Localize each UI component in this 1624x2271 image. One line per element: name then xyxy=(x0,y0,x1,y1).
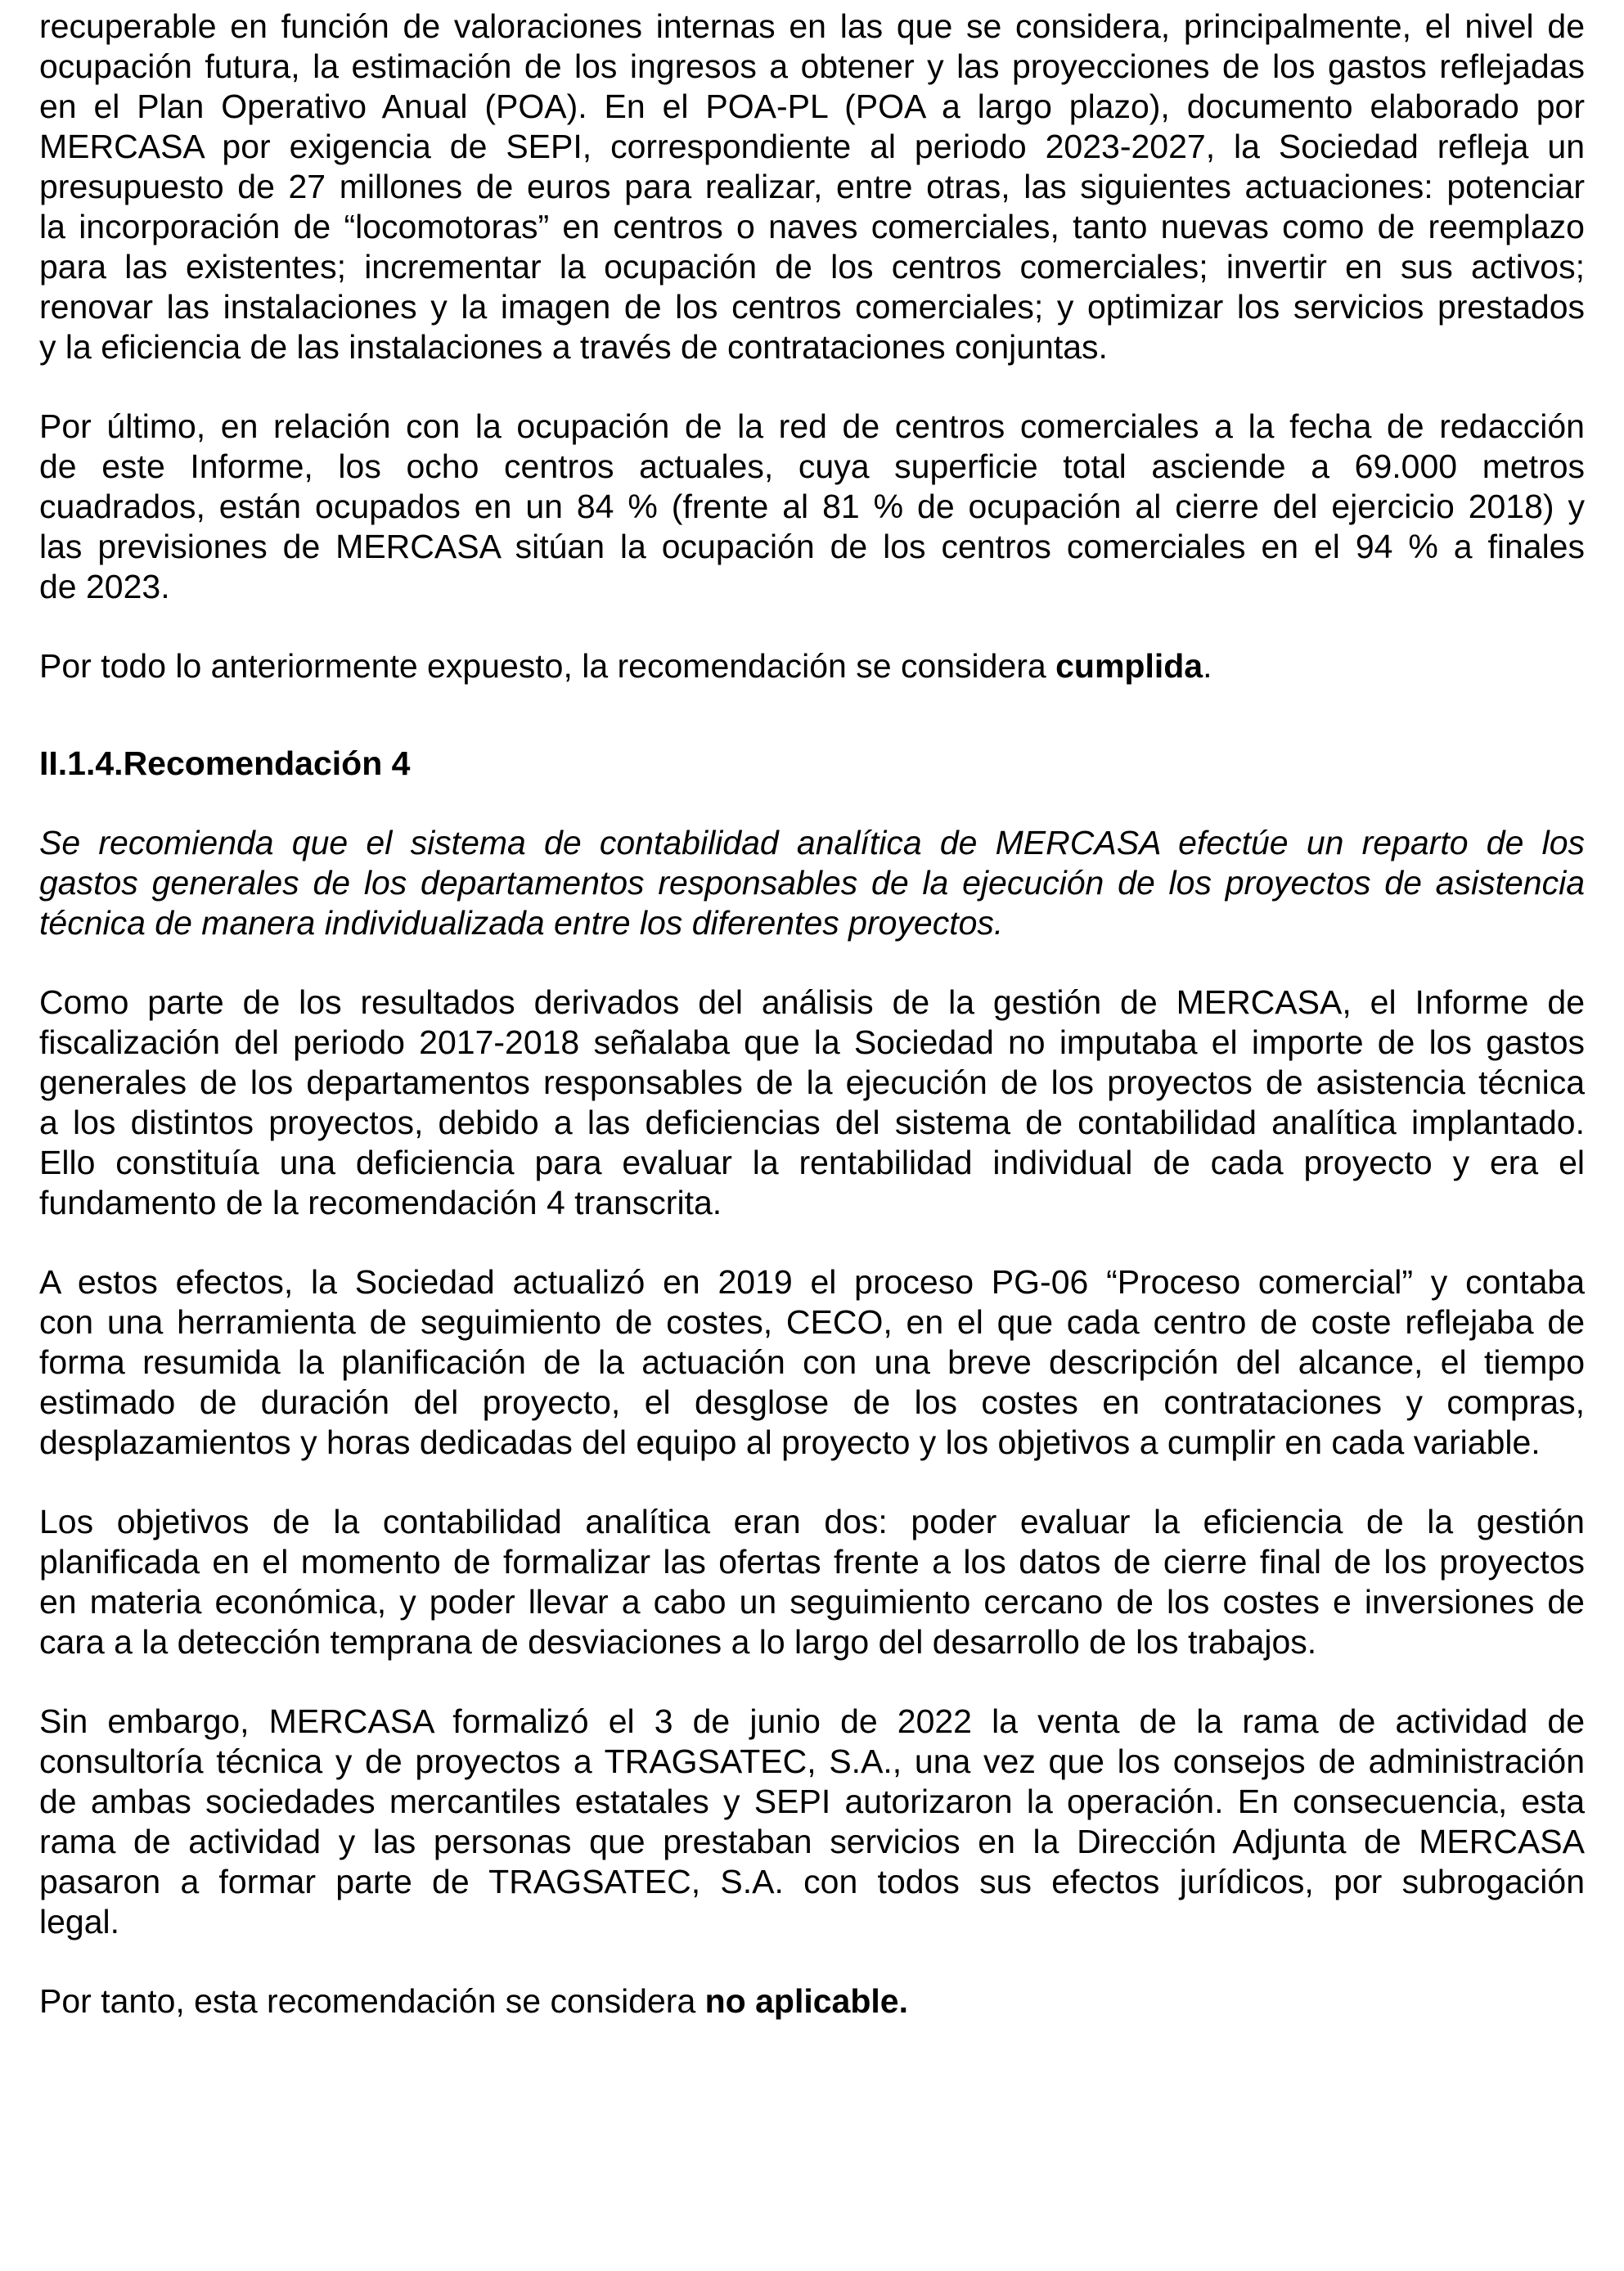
text-segment: y la eficiencia de las instalaciones a través de contrataciones conjuntas. xyxy=(39,328,1108,366)
text-segment: de ambas sociedades mercantiles estatales y SEPI autorizaron la operación. En consecuencia, esta xyxy=(39,1783,1585,1820)
text-segment: la incorporación de “locomotoras” en centros o naves comerciales, tanto nuevas como de reemplazo xyxy=(39,208,1585,245)
text-line xyxy=(39,447,1585,487)
text-line xyxy=(39,1103,1585,1143)
text-segment: desplazamientos y horas dedicadas del equipo al proyecto y los objetivos a cumplir en cada variable. xyxy=(39,1423,1541,1461)
text-segment: las previsiones de MERCASA sitúan la ocupación de los centros comerciales en el 94 % a finales xyxy=(39,528,1585,565)
text-segment: ocupación futura, la estimación de los ingresos a obtener y las proyecciones de los gastos reflejadas xyxy=(39,47,1585,85)
text-line xyxy=(39,7,1585,47)
body-paragraph xyxy=(39,1502,1585,1662)
body-paragraph xyxy=(39,7,1585,367)
text-segment: . xyxy=(1203,647,1212,685)
text-line xyxy=(39,1782,1585,1822)
text-segment: estimado de duración del proyecto, el desglose de los costes en contrataciones y compras, xyxy=(39,1383,1585,1421)
text-segment: Ello constituía una deficiencia para evaluar la rentabilidad individual de cada proyecto y era el xyxy=(39,1144,1585,1181)
text-line xyxy=(39,1902,1585,1942)
text-line xyxy=(39,1582,1585,1622)
text-line xyxy=(39,407,1585,447)
text-segment: de este Informe, los ocho centros actuales, cuya superficie total asciende a 69.000 metros xyxy=(39,447,1585,485)
text-segment: cuadrados, están ocupados en un 84 % (frente al 81 % de ocupación al cierre del ejercicio 2018) y xyxy=(39,488,1585,525)
text-line xyxy=(39,87,1585,127)
text-segment: fundamento de la recomendación 4 transcrita. xyxy=(39,1184,722,1221)
text-line xyxy=(39,1383,1585,1423)
text-line xyxy=(39,823,1585,863)
body-paragraph xyxy=(39,407,1585,607)
text-line xyxy=(39,127,1585,167)
text-segment: rama de actividad y las personas que prestaban servicios en la Dirección Adjunta de MERCASA xyxy=(39,1823,1585,1860)
text-line xyxy=(39,527,1585,567)
text-segment: técnica de manera individualizada entre los diferentes proyectos. xyxy=(39,904,1004,942)
verdict-bold-text: no aplicable. xyxy=(704,1982,908,2020)
text-line xyxy=(39,1302,1585,1342)
section-heading xyxy=(39,744,1585,784)
text-line xyxy=(39,47,1585,87)
text-line xyxy=(39,1262,1585,1302)
verdict-bold-text: cumplida xyxy=(1055,647,1203,685)
text-line xyxy=(39,1822,1585,1862)
text-line xyxy=(39,1183,1585,1223)
section-title: Recomendación 4 xyxy=(123,744,411,782)
recommendation-text-paragraph xyxy=(39,823,1585,943)
text-line xyxy=(39,1702,1585,1742)
text-segment: Por todo lo anteriormente expuesto, la recomendación se considera xyxy=(39,647,1056,685)
body-paragraph xyxy=(39,1262,1585,1463)
section-number: II.1.4. xyxy=(39,744,124,782)
text-segment: MERCASA por exigencia de SEPI, correspondiente al periodo 2023-2027, la Sociedad refleja un xyxy=(39,128,1585,165)
text-segment: a los distintos proyectos, debido a las deficiencias del sistema de contabilidad analítica implantado. xyxy=(39,1104,1585,1141)
text-segment: pasaron a formar parte de TRAGSATEC, S.A. con todos sus efectos jurídicos, por subrogación xyxy=(39,1863,1585,1900)
text-segment: Por tanto, esta recomendación se considera xyxy=(39,1982,705,2020)
text-segment: cara a la detección temprana de desviaciones a lo largo del desarrollo de los trabajos. xyxy=(39,1623,1317,1661)
text-segment: recuperable en función de valoraciones internas en las que se considera, principalmente, el nivel de xyxy=(39,7,1585,45)
text-segment: Como parte de los resultados derivados del análisis de la gestión de MERCASA, el Informe de xyxy=(39,983,1585,1021)
text-line xyxy=(39,167,1585,207)
text-segment: en materia económica, y poder llevar a cabo un seguimiento cercano de los costes e inversiones de xyxy=(39,1583,1585,1621)
text-line xyxy=(39,287,1585,327)
text-segment: A estos efectos, la Sociedad actualizó en 2019 el proceso PG-06 “Proceso comercial” y contaba xyxy=(39,1263,1585,1301)
text-line xyxy=(39,1143,1585,1183)
text-segment: en el Plan Operativo Anual (POA). En el POA-PL (POA a largo plazo), documento elaborado por xyxy=(39,88,1585,125)
text-segment: Se recomienda que el sistema de contabilidad analítica de MERCASA efectúe un reparto de los xyxy=(39,824,1585,861)
text-line xyxy=(39,983,1585,1023)
text-segment: renovar las instalaciones y la imagen de los centros comerciales; y optimizar los servicios prestados xyxy=(39,288,1585,326)
text-line xyxy=(39,1342,1585,1383)
text-line xyxy=(39,1742,1585,1782)
text-line xyxy=(39,1423,1585,1463)
text-segment: para las existentes; incrementar la ocupación de los centros comerciales; invertir en sus activos; xyxy=(39,248,1585,286)
text-line xyxy=(39,1622,1585,1662)
text-line xyxy=(39,1502,1585,1542)
text-segment: Los objetivos de la contabilidad analítica eran dos: poder evaluar la eficiencia de la gestión xyxy=(39,1503,1585,1540)
body-paragraph xyxy=(39,646,1585,686)
text-line xyxy=(39,1542,1585,1582)
text-segment: legal. xyxy=(39,1903,120,1940)
text-segment: de 2023. xyxy=(39,568,170,605)
body-paragraph xyxy=(39,1702,1585,1942)
body-paragraph xyxy=(39,1981,1585,2021)
text-line xyxy=(39,487,1585,527)
text-line xyxy=(39,247,1585,287)
text-line xyxy=(39,903,1585,943)
text-segment: gastos generales de los departamentos responsables de la ejecución de los proyectos de asistencia xyxy=(39,864,1585,902)
text-segment: Por último, en relación con la ocupación de la red de centros comerciales a la fecha de redacción xyxy=(39,407,1585,445)
body-paragraph xyxy=(39,983,1585,1223)
text-segment: Sin embargo, MERCASA formalizó el 3 de junio de 2022 la venta de la rama de actividad de xyxy=(39,1702,1585,1740)
text-segment: presupuesto de 27 millones de euros para realizar, entre otras, las siguientes actuaciones: potenciar xyxy=(39,168,1585,205)
text-line xyxy=(39,1063,1585,1103)
text-segment: consultoría técnica y de proyectos a TRAGSATEC, S.A., una vez que los consejos de administración xyxy=(39,1743,1585,1780)
text-segment: generales de los departamentos responsables de la ejecución de los proyectos de asistencia técnica xyxy=(39,1064,1585,1101)
text-line xyxy=(39,1981,1585,2021)
text-line xyxy=(39,863,1585,903)
text-line xyxy=(39,1862,1585,1902)
text-line xyxy=(39,567,1585,607)
text-segment: forma resumida la planificación de la actuación con una breve descripción del alcance, el tiempo xyxy=(39,1343,1585,1381)
text-line xyxy=(39,646,1585,686)
text-line xyxy=(39,1023,1585,1063)
text-segment: fiscalización del periodo 2017-2018 señalaba que la Sociedad no imputaba el importe de los gastos xyxy=(39,1023,1585,1061)
text-line xyxy=(39,207,1585,247)
text-line xyxy=(39,327,1585,367)
text-segment: con una herramienta de seguimiento de costes, CECO, en el que cada centro de coste reflejaba de xyxy=(39,1303,1585,1341)
text-segment: planificada en el momento de formalizar las ofertas frente a los datos de cierre final de los proyectos xyxy=(39,1543,1585,1581)
